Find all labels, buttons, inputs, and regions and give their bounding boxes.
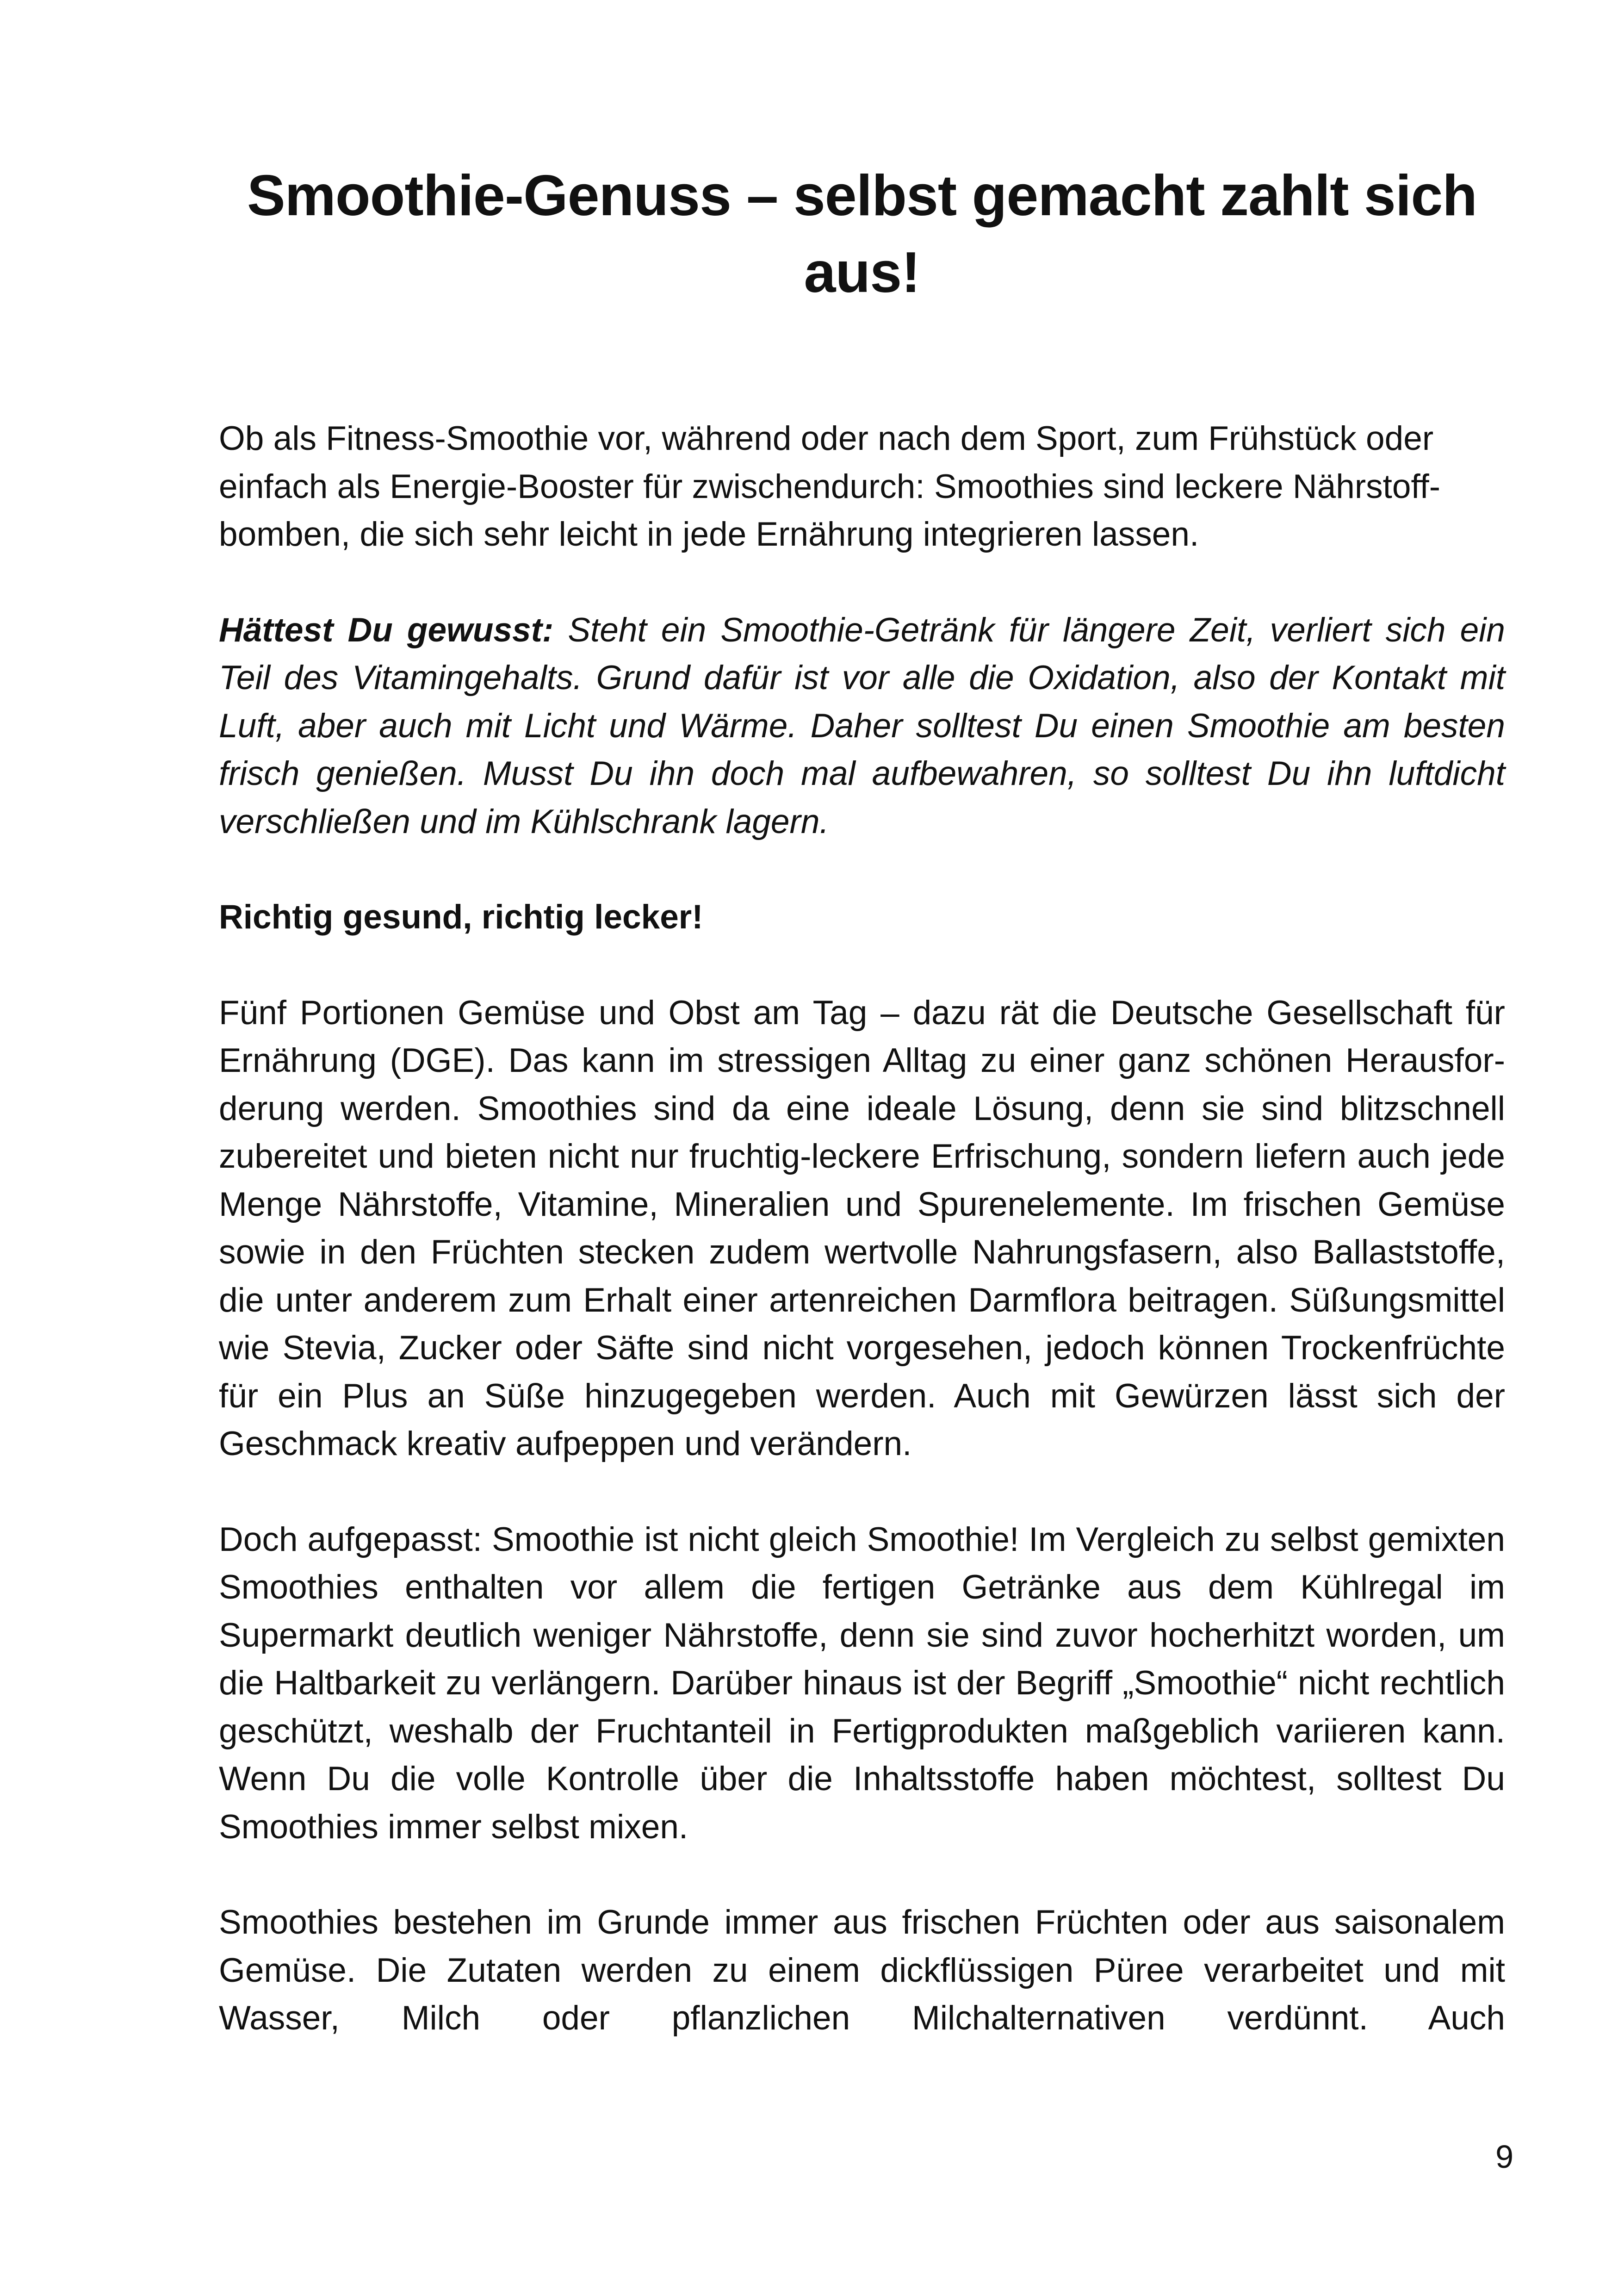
body-paragraph-2: Doch aufgepasst: Smoothie ist nicht gleich Smoothie! Im Vergleich zu selbst gemixten Smoothies enthalten vor allem die fertigen Getränke aus dem Kühlregal im Supermarkt deutlich weniger Nährstoffe, denn sie sind zuvor hocherhitzt worden, um die Haltbarkeit zu verlängern. Darüber hinaus ist der Begriff „Smoothie“ nicht rechtlich geschützt, weshalb der Fruchtanteil in Fertigprodukten maßgeblich variieren kann. Wenn Du die volle Kontrolle über die Inhaltsstoffe haben möchtest, solltest Du Smoothies immer selbst mixen. bbox=[219, 1520, 1505, 1846]
page-number: 9 bbox=[1495, 2139, 1513, 2175]
hint-lead: Hättest Du gewusst: bbox=[219, 611, 554, 649]
section-heading: Richtig gesund, richtig lecker! bbox=[219, 898, 703, 936]
page-title: Smoothie-Genuss – selbst gemacht zahlt sich aus! bbox=[247, 164, 1477, 305]
body-paragraph-3: Smoothies bestehen im Grunde immer aus frischen Früchten oder aus saisonalem Gemüse. Die Zutaten werden zu einem dickflüssigen Püree verarbeitet und mit Wasser, Milch oder pflanzlichen Milchalternativen verdünnt. Auch bbox=[219, 1904, 1505, 2037]
hint-text: Steht ein Smoothie-Getränk für längere Zeit, verliert sich ein Teil des Vitamingehalts. Grund dafür ist vor alle die Oxidation, also der Kontakt mit Luft, aber auch mit Licht und Wärme. Daher solltest Du einen Smoothie am besten frisch genießen. Musst Du ihn doch mal aufbewahren, so solltest Du ihn luftdicht verschließen und im Kühlschrank lagern. bbox=[219, 611, 1505, 840]
page-body bbox=[219, 157, 1505, 2090]
body-paragraph-1: Fünf Portionen Gemüse und Obst am Tag – dazu rät die Deutsche Gesellschaft für Ernährung (DGE). Das kann im stressigen Alltag zu einer ganz schönen Herausforderung werden. Smoothies sind da eine ideale Lösung, denn sie sind blitzschnell zubereitet und bieten nicht nur fruchtig-leckere Erfrischung, sondern liefern auch jede Menge Nährstoffe, Vitamine, Mineralien und Spurenelemente. Im frischen Gemüse sowie in den Früchten stecken zudem wertvolle Nahrungsfasern, also Ballaststoffe, die unter anderem zum Erhalt einer artenreichen Darmflora beitragen. Süßungsmittel wie Stevia, Zucker oder Säfte sind nicht vorgesehen, jedoch können Trockenfrüchte für ein Plus an Süße hinzugegeben werden. Auch mit Gewürzen lässt sich der Geschmack kreativ aufpeppen und verändern. bbox=[219, 994, 1505, 1462]
info-hint bbox=[219, 606, 1505, 846]
intro-paragraph: Ob als Fitness-Smoothie vor, während oder nach dem Sport, zum Frühstück oder einfach als Energie-Booster für zwischendurch: Smoothies sind leckere Nährstoffbomben, die sich sehr leicht in jede Ernährung integrieren lassen. bbox=[219, 420, 1441, 553]
